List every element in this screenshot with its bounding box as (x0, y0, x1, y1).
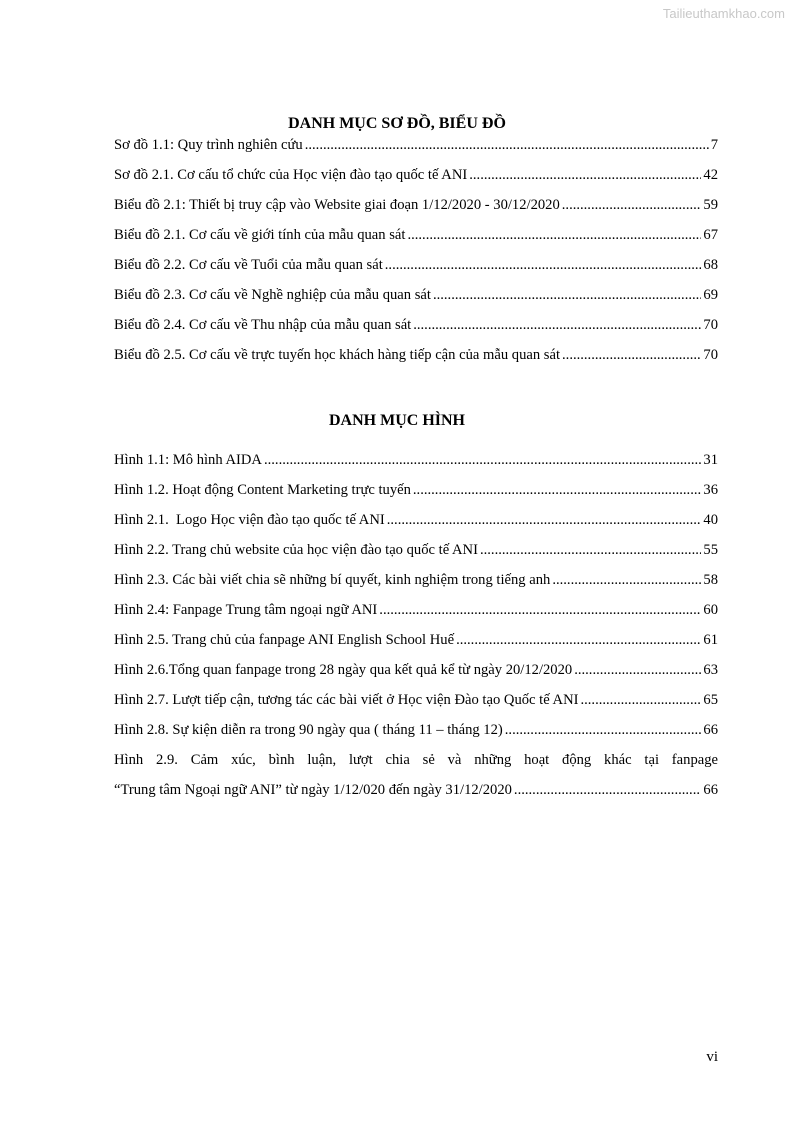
toc-leader-dots (387, 505, 702, 535)
toc-entry-page: 7 (710, 137, 718, 153)
toc-entry-page: 69 (703, 287, 718, 303)
toc-leader-dots (552, 565, 701, 595)
toc-entry[interactable] (114, 160, 718, 190)
toc-entry[interactable] (114, 655, 718, 685)
toc-leader-dots (580, 685, 701, 715)
toc-entry-label: Biểu đồ 2.3. Cơ cấu về Nghề nghiệp của mẫu quan sát (114, 287, 431, 303)
toc-entry-label: Sơ đồ 1.1: Quy trình nghiên cứu (114, 137, 303, 153)
toc-leader-dots (480, 535, 701, 565)
toc-entry-label: Hình 2.5. Trang chủ của fanpage ANI English School Huế (114, 632, 455, 648)
toc-entry-page: 66 (703, 722, 718, 738)
toc-entry-page: 31 (703, 452, 718, 468)
toc-leader-dots (574, 655, 701, 685)
toc-entry[interactable] (114, 250, 718, 280)
toc-leader-dots (385, 250, 702, 280)
diagrams-section-title: DANH MỤC SƠ ĐỒ, BIỂU ĐỒ (288, 115, 506, 132)
toc-entry-page: 59 (703, 197, 718, 213)
toc-entry-label: Biểu đồ 2.1: Thiết bị truy cập vào Website giai đoạn 1/12/2020 - 30/12/2020 (114, 197, 560, 213)
toc-leader-dots (562, 190, 702, 220)
toc-entry-label: Hình 2.7. Lượt tiếp cận, tương tác các bài viết ở Học viện Đào tạo Quốc tế ANI (114, 692, 579, 708)
toc-entry[interactable] (114, 130, 718, 160)
toc-entry[interactable] (114, 475, 718, 505)
toc-entry[interactable] (114, 505, 718, 535)
toc-leader-dots (407, 220, 701, 250)
toc-entry[interactable] (114, 280, 718, 310)
toc-entry-page: 66 (703, 782, 718, 798)
toc-entry[interactable] (114, 565, 718, 595)
toc-entry-page: 65 (703, 692, 718, 708)
toc-entry[interactable] (114, 190, 718, 220)
toc-entry-label: Biểu đồ 2.2. Cơ cấu về Tuổi của mẫu quan sát (114, 257, 383, 273)
page-number: vi (706, 1049, 718, 1065)
toc-entry-page: 40 (703, 512, 718, 528)
toc-entry[interactable] (114, 595, 718, 625)
watermark: Tailieuthamkhao.com (662, 6, 785, 21)
toc-entry[interactable] (114, 310, 718, 340)
toc-leader-dots (264, 445, 701, 475)
toc-entry-page: 60 (703, 602, 718, 618)
toc-entry-label: Hình 2.1. Logo Học viện đào tạo quốc tế ANI (114, 512, 385, 528)
toc-entry-page: 61 (703, 632, 718, 648)
toc-entry[interactable] (114, 445, 718, 475)
toc-leader-dots (456, 625, 701, 655)
toc-entry-label: Biểu đồ 2.5. Cơ cấu về trực tuyến học khách hàng tiếp cận của mẫu quan sát (114, 347, 561, 363)
toc-entry-label: Hình 2.4: Fanpage Trung tâm ngoại ngữ ANI (114, 602, 378, 618)
toc-entry-label-line1: Hình 2.9. Cảm xúc, bình luận, lượt chia sẻ và những hoạt động khác tại fanpage (114, 752, 718, 768)
toc-leader-dots (379, 595, 701, 625)
toc-entry-label: Hình 2.3. Các bài viết chia sẽ những bí quyết, kinh nghiệm trong tiếng anh (114, 572, 551, 588)
toc-entry-page: 63 (703, 662, 718, 678)
toc-leader-dots (505, 715, 702, 745)
toc-entry[interactable] (114, 535, 718, 565)
toc-entry[interactable] (114, 220, 718, 250)
toc-entry-label: Biểu đồ 2.1. Cơ cấu về giới tính của mẫu quan sát (114, 227, 406, 243)
toc-leader-dots (469, 160, 701, 190)
toc-entry-page: 68 (703, 257, 718, 273)
toc-entry-label: Hình 2.2. Trang chủ website của học viện đào tạo quốc tế ANI (114, 542, 478, 558)
toc-entry-line2 (114, 775, 718, 805)
toc-entry-page: 70 (703, 347, 718, 363)
toc-leader-dots (433, 280, 701, 310)
toc-entry-page: 55 (703, 542, 718, 558)
toc-leader-dots (514, 775, 701, 805)
toc-leader-dots (562, 340, 701, 370)
toc-leader-dots (305, 130, 709, 160)
toc-entry-label-line2: “Trung tâm Ngoại ngữ ANI” từ ngày 1/12/020 đến ngày 31/12/2020 (114, 782, 512, 798)
toc-entry-page: 36 (703, 482, 718, 498)
toc-entry-label: Hình 2.6.Tổng quan fanpage trong 28 ngày qua kết quả kể từ ngày 20/12/2020 (114, 662, 573, 678)
toc-entry[interactable] (114, 685, 718, 715)
toc-entry[interactable] (114, 715, 718, 745)
toc-entry-label: Sơ đồ 2.1. Cơ cấu tổ chức của Học viện đào tạo quốc tế ANI (114, 167, 468, 183)
toc-entry-multiline[interactable] (114, 745, 718, 805)
toc-entry[interactable] (114, 340, 718, 370)
figures-section-title: DANH MỤC HÌNH (329, 412, 465, 429)
toc-entry-page: 58 (703, 572, 718, 588)
toc-leader-dots (413, 475, 702, 505)
toc-entry-label: Biểu đồ 2.4. Cơ cấu về Thu nhập của mẫu quan sát (114, 317, 412, 333)
toc-entry-label: Hình 1.1: Mô hình AIDA (114, 452, 262, 468)
toc-entry-label: Hình 2.8. Sự kiện diễn ra trong 90 ngày qua ( tháng 11 – tháng 12) (114, 722, 503, 738)
toc-entry-label: Hình 1.2. Hoạt động Content Marketing trực tuyến (114, 482, 411, 498)
toc-entry-page: 42 (703, 167, 718, 183)
toc-entry[interactable] (114, 625, 718, 655)
toc-entry-page: 67 (703, 227, 718, 243)
toc-leader-dots (413, 310, 701, 340)
toc-entry-page: 70 (703, 317, 718, 333)
diagrams-toc-list (114, 130, 718, 370)
figures-toc-list (114, 445, 718, 805)
